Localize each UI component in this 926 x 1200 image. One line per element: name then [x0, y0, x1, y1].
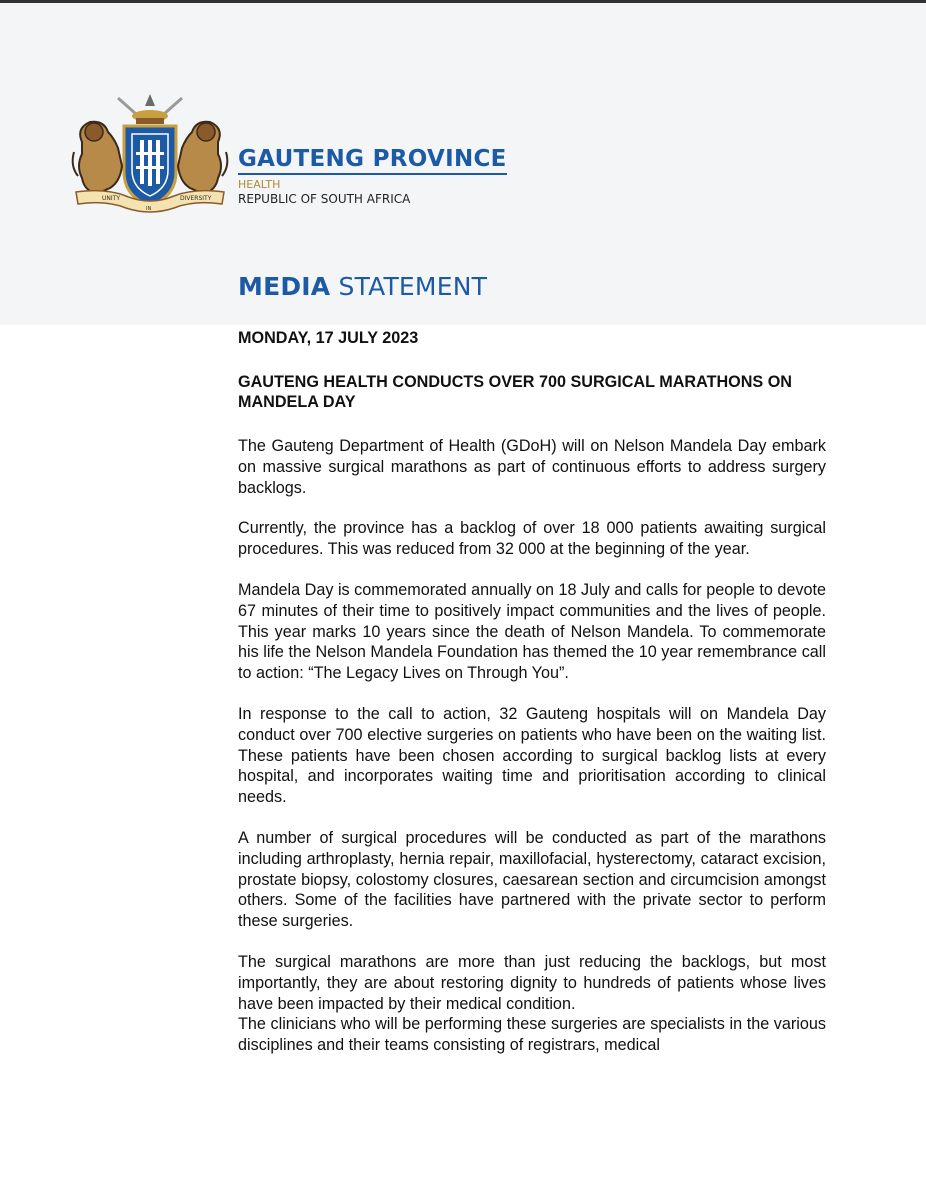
statement-title: GAUTENG HEALTH CONDUCTS OVER 700 SURGICAL MARATHONS ON MANDELA DAY: [238, 373, 793, 411]
motto-diversity: DIVERSITY: [180, 195, 212, 202]
statement-date: MONDAY, 17 JULY 2023: [238, 329, 419, 347]
department-name: HEALTH: [238, 178, 281, 191]
paragraph-1: The Gauteng Department of Health (GDoH) will on Nelson Mandela Day embark on massive surgical marathons as part of continuous efforts to address surgery backlogs.: [238, 437, 826, 497]
motto-in: IN: [146, 206, 152, 212]
media-statement-heading: [238, 272, 487, 301]
paragraph-6: The surgical marathons are more than just reducing the backlogs, but most importantly, they are about restoring dignity to hundreds of patients whose lives have been impacted by their medical condition.: [238, 952, 826, 1013]
country-name: REPUBLIC OF SOUTH AFRICA: [238, 192, 411, 206]
paragraph-2: Currently, the province has a backlog of over 18 000 patients awaiting surgical procedures. This was reduced from 32 000 at the beginning of the year.: [238, 519, 826, 559]
organisation-name: GAUTENG PROVINCE: [238, 146, 507, 175]
paragraph-3: Mandela Day is commemorated annually on 18 July and calls for people to devote 67 minutes of their time to positively impact communities and the lives of people. This year marks 10 years since the death of Nelson Mandela. To commemorate his life the Nelson Mandela Foundation has themed the 10 year remembrance call to action: “The Legacy Lives on Through You”.: [238, 580, 826, 683]
paragraph-7: The clinicians who will be performing these surgeries are specialists in the various disciplines and their teams consisting of registrars, medical: [238, 1015, 826, 1055]
paragraph-4: In response to the call to action, 32 Gauteng hospitals will on Mandela Day conduct over 700 elective surgeries on patients who have been on the waiting list. These patients have been chosen according to surgical backlog lists at every hospital, and incorporates waiting time and prioritisation according to clinical needs.: [238, 704, 826, 807]
organisation-block: [238, 146, 507, 207]
coat-of-arms-icon: [66, 92, 234, 216]
heading-bold: MEDIA: [238, 272, 331, 301]
motto-unity: UNITY: [102, 195, 120, 202]
paragraph-5: A number of surgical procedures will be conducted as part of the marathons including arthroplasty, hernia repair, maxillofacial, hysterectomy, cataract excision, prostate biopsy, colostomy closures, caesarean section and circumcision amongst others. Some of the facilities have partnered with the private sector to perform these surgeries.: [238, 828, 826, 931]
heading-light: STATEMENT: [330, 272, 488, 301]
statement-body: [238, 328, 826, 1056]
